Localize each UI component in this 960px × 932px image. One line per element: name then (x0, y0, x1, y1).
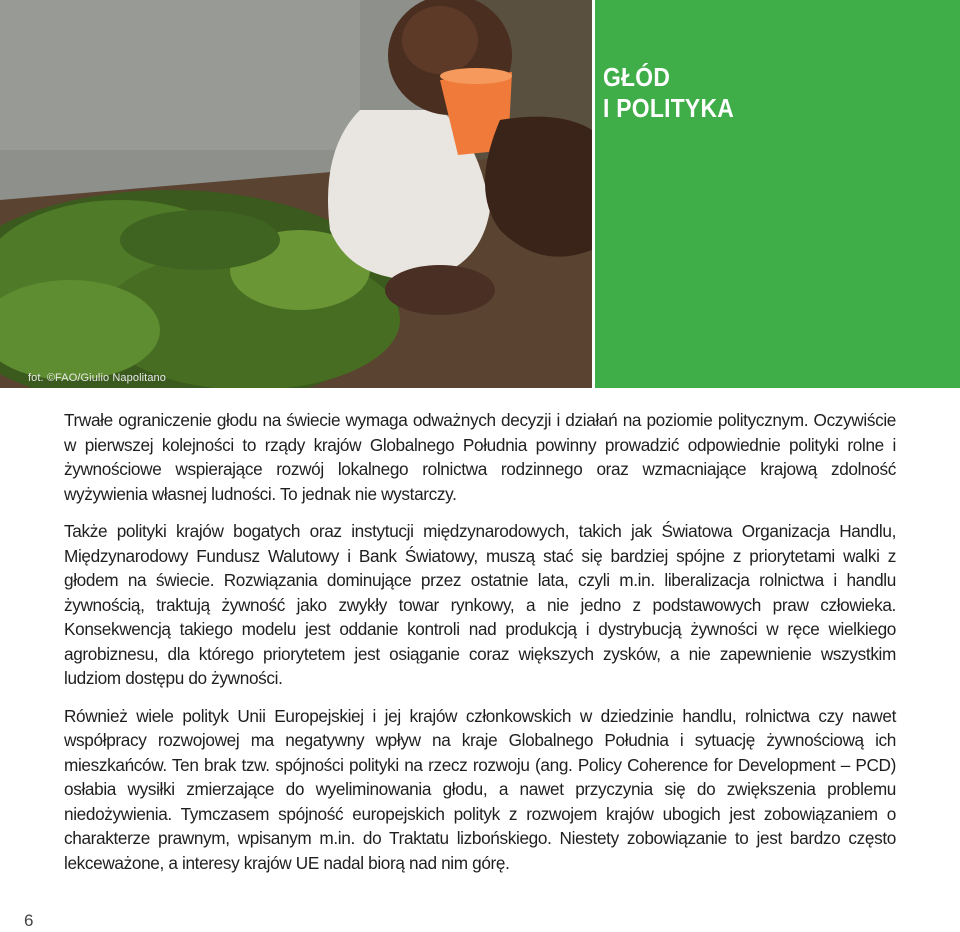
photo-illustration (0, 0, 592, 388)
title-line-1: GŁÓD (603, 62, 671, 92)
photo-credit: fot. ©FAO/Giulio Napolitano (28, 372, 166, 384)
photo-child-drinking (0, 0, 592, 388)
paragraph: Również wiele polityk Unii Europejskiej i jej krajów członkowskich w dziedzinie handlu, rolnictwa czy nawet współpracy rozwojowej ma negatywny wpływ na kraje Globalnego Południa i sytuację żywnościową ich mieszkańców. Ten brak tzw. spójności polityki na rzecz rozwoju (ang. Policy Coherence for Development – PCD) osłabia wysiłki zmierzające do wyeliminowania głodu, a nawet przyczynia się do zwiększenia problemu niedożywienia. Tymczasem spójność europejskich polityk z rozwojem krajów ubogich jest zobowiązaniem o charakterze prawnym, wpisanym m.in. do Traktatu lizbońskiego. Niestety zobowiązanie to jest bardzo często lekceważone, a interesy krajów UE nadal biorą nad nim górę. (64, 705, 896, 873)
paragraph: Trwałe ograniczenie głodu na świecie wymaga odważnych decyzji i działań na poziomie politycznym. Oczywiście w pierwszej kolejności to rządy krajów Globalnego Południa powinny prowadzić odpowiednie polityki rolne i żywnościowe wspierające rozwój lokalnego rolnictwa rodzinnego oraz wzmacniające krajową zdolność wyżywienia własnej ludności. To jednak nie wystarczy. (64, 410, 896, 504)
paragraph: Także polityki krajów bogatych oraz instytucji międzynarodowych, takich jak Światowa Organizacja Handlu, Międzynarodowy Fundusz Walutowy i Bank Światowy, muszą stać się bardziej spójne z priorytetami walki z głodem na świecie. Rozwiązania dominujące przez ostatnie lata, czyli m.in. liberalizacja rolnictwa i handlu żywnością, traktują żywność jako zwykły towar rynkowy, a nie jedno z podstawowych praw człowieka. Konsekwencją takiego modelu jest oddanie kontroli nad produkcją i dystrybucją żywności w ręce wielkiego agrobiznesu, dla którego priorytetem jest osiąganie coraz większych zysków, a nie zapewnienie wszystkim ludziom dostępu do żywności. (64, 521, 896, 688)
body-text (64, 408, 896, 888)
title-box (595, 0, 960, 388)
page-number: 6 (24, 911, 34, 930)
title-line-2: I POLITYKA (603, 93, 735, 123)
page-title (603, 62, 734, 124)
